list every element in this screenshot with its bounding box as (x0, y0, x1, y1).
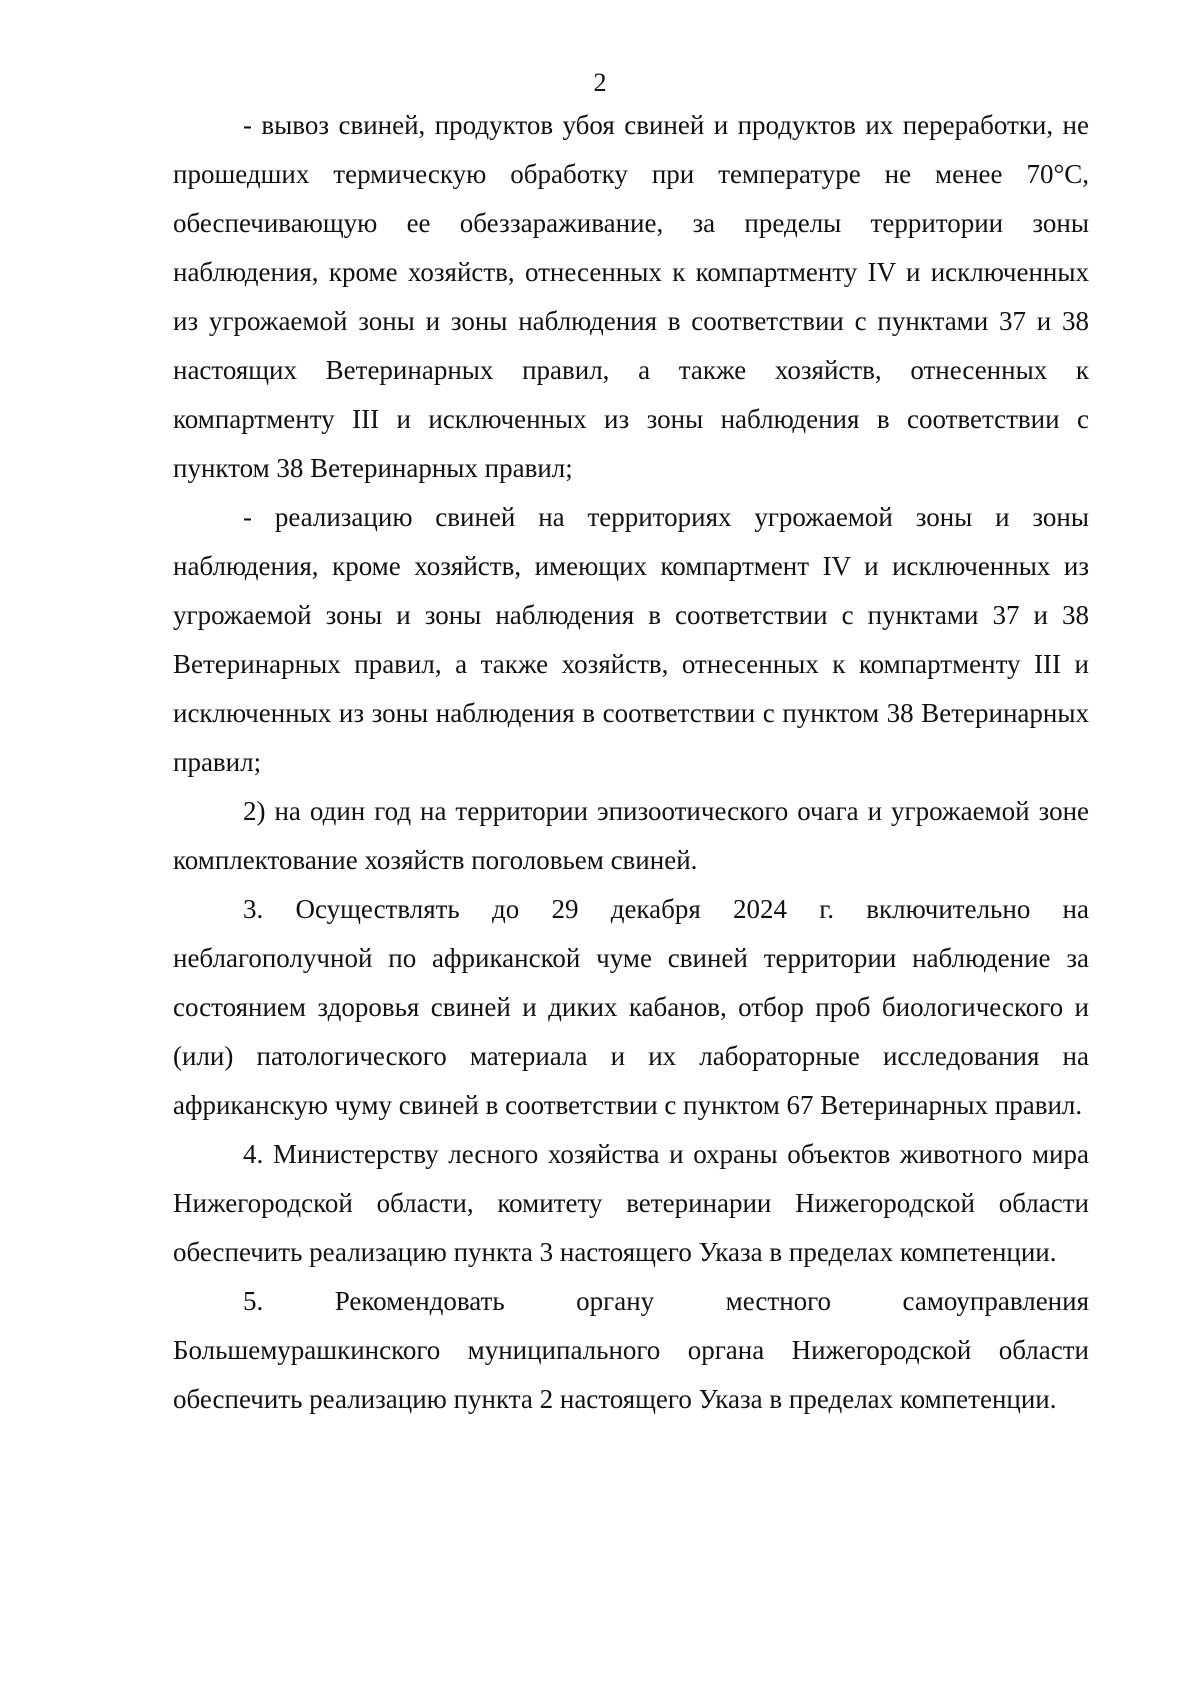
paragraph-item-3-monitoring: 3. Осуществлять до 29 декабря 2024 г. включительно на неблагополучной по африканской чуме свиней территории наблюдение за состоянием здоровья свиней и диких кабанов, отбор проб биологического и (или) патологического материала и их лабораторные исследования на африканскую чуму свиней в соответствии с пунктом 67 Ветеринарных правил. (173, 894, 1089, 1120)
page-number: 2 (593, 68, 607, 97)
paragraph-restocking-ban: 2) на один год на территории эпизоотического очага и угрожаемой зоне комплектование хозяйств поголовьем свиней. (173, 796, 1089, 875)
paragraph-item-4-ministry: 4. Министерству лесного хозяйства и охраны объектов животного мира Нижегородской области, комитету ветеринарии Нижегородской области обеспечить реализацию пункта 3 настоящего Указа в пределах компетенции. (173, 1139, 1089, 1267)
document-body (173, 101, 1089, 1424)
paragraph-item-5-recommendation: 5. Рекомендовать органу местного самоуправления Большемурашкинского муниципального органа Нижегородской области обеспечить реализацию пункта 2 настоящего Указа в пределах компетенции. (173, 1286, 1089, 1414)
paragraph-sale-restriction: - реализацию свиней на территориях угрожаемой зоны и зоны наблюдения, кроме хозяйств, имеющих компартмент IV и исключенных из угрожаемой зоны и зоны наблюдения в соответствии с пунктами 37 и 38 Ветеринарных правил, а также хозяйств, отнесенных к компартменту III и исключенных из зоны наблюдения в соответствии с пунктом 38 Ветеринарных правил; (173, 502, 1089, 777)
paragraph-export-restriction: - вывоз свиней, продуктов убоя свиней и продуктов их переработки, не прошедших термическую обработку при температуре не менее 70°С, обеспечивающую ее обеззараживание, за пределы территории зоны наблюдения, кроме хозяйств, отнесенных к компартменту IV и исключенных из угрожаемой зоны и зоны наблюдения в соответствии с пунктами 37 и 38 настоящих Ветеринарных правил, а также хозяйств, отнесенных к компартменту III и исключенных из зоны наблюдения в соответствии с пунктом 38 Ветеринарных правил; (173, 110, 1089, 483)
